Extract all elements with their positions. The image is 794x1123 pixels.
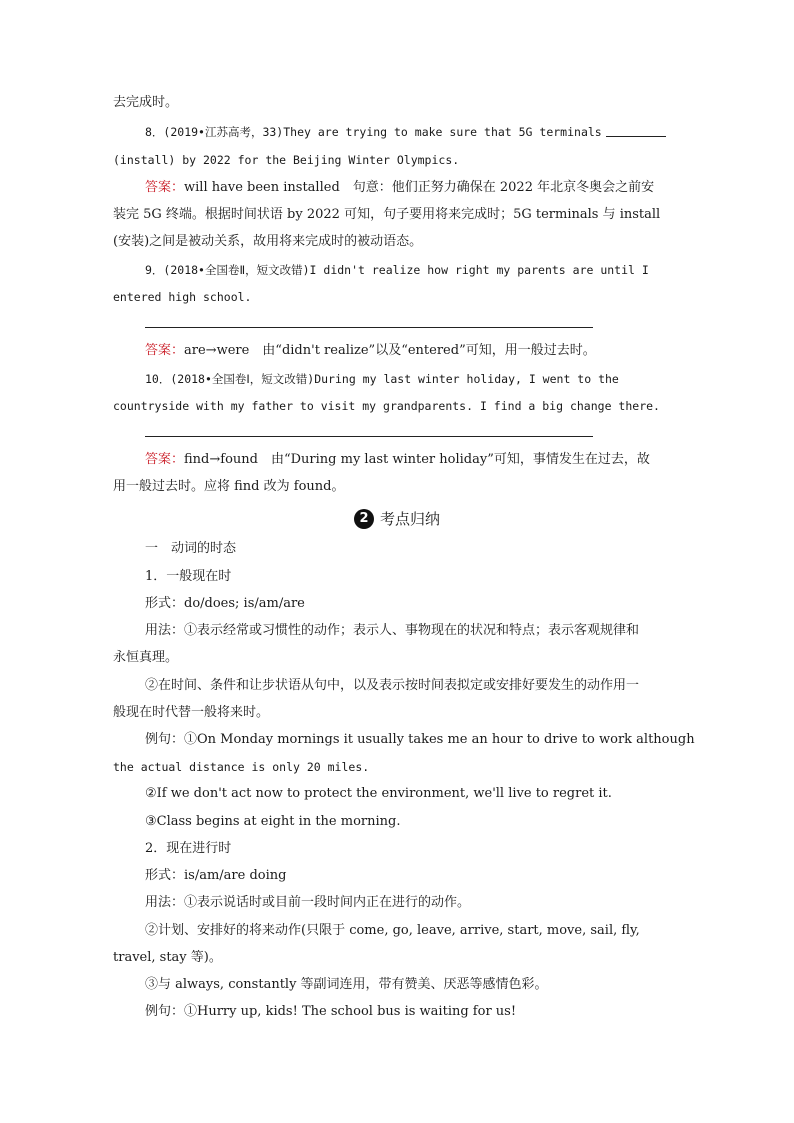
subheading-present-progressive: 2．现在进行时 — [145, 841, 232, 856]
answer-label: 答案： — [145, 452, 185, 467]
answer-9-line-1: 答案：are→were 由“didn't realize”以及“entered”可知，用一般过去时。 — [145, 343, 596, 358]
answer-blank — [606, 124, 666, 137]
example-line: 例句：①Hurry up, kids! The school bus is waiting for us! — [145, 1004, 517, 1019]
answer-8-line-1: 答案：will have been installed 句意：他们正努力确保在 2022 年北京冬奥会之前安 — [145, 180, 655, 195]
question-10-line-1: 10．(2018•全国卷Ⅰ，短文改错)During my last winter holiday, I went to the — [145, 372, 619, 386]
usage-line: travel, stay 等)。 — [113, 950, 222, 965]
question-9-line-1: 9．(2018•全国卷Ⅱ，短文改错)I didn't realize how right my parents are until I — [145, 263, 649, 277]
subheading-simple-present: 1．一般现在时 — [145, 569, 232, 584]
form-line: 形式：is/am/are doing — [145, 868, 287, 883]
question-10-line-2: countryside with my father to visit my grandparents. I find a big change there. — [113, 399, 660, 413]
example-line: ③Class begins at eight in the morning. — [145, 814, 401, 829]
usage-line: ②计划、安排好的将来动作(只限于 come, go, leave, arrive, start, move, sail, fly, — [145, 923, 640, 938]
text-line: 去完成时。 — [113, 95, 179, 110]
answer-line — [145, 436, 593, 437]
example-line: 例句：①On Monday mornings it usually takes me an hour to drive to work although — [145, 732, 695, 747]
usage-line: 用法：①表示经常或习惯性的动作；表示人、事物现在的状况和特点；表示客观规律和 — [145, 623, 640, 638]
answer-label: 答案： — [145, 343, 185, 358]
question-8-line-2: (install) by 2022 for the Beijing Winter Olympics. — [113, 153, 460, 167]
section-heading — [0, 507, 794, 531]
answer-10-line-2: 用一般过去时。应将 find 改为 found。 — [113, 479, 345, 494]
form-line: 形式：do/does; is/am/are — [145, 596, 305, 611]
question-8-line-1: 8．(2019•江苏高考，33)They are trying to make sure that 5G terminals — [145, 122, 713, 143]
section-title: 考点归纳 — [379, 510, 440, 528]
section-number-badge: 2 — [354, 509, 374, 529]
answer-label: 答案： — [145, 180, 185, 195]
usage-line: 永恒真理。 — [113, 650, 179, 665]
answer-8-line-3: (安装)之间是被动关系，故用将来完成时的被动语态。 — [113, 234, 423, 249]
question-9-line-2: entered high school. — [113, 290, 252, 304]
answer-10-line-1: 答案：find→found 由“During my last winter holiday”可知，事情发生在过去，故 — [145, 452, 650, 467]
usage-line: ②在时间、条件和让步状语从句中，以及表示按时间表拟定或安排好要发生的动作用一 — [145, 678, 640, 693]
usage-line: ③与 always, constantly 等副词连用，带有赞美、厌恶等感情色彩。 — [145, 977, 548, 992]
usage-line: 般现在时代替一般将来时。 — [113, 705, 270, 720]
example-line: the actual distance is only 20 miles. — [113, 760, 370, 774]
usage-line: 用法：①表示说话时或目前一段时间内正在进行的动作。 — [145, 895, 471, 910]
answer-8-line-2: 装完 5G 终端。根据时间状语 by 2022 可知，句子要用将来完成时；5G terminals 与 install — [113, 207, 661, 222]
answer-line — [145, 327, 593, 328]
heading-verb-tenses: 一 动词的时态 — [145, 541, 237, 556]
example-line: ②If we don't act now to protect the environment, we'll live to regret it. — [145, 786, 612, 801]
